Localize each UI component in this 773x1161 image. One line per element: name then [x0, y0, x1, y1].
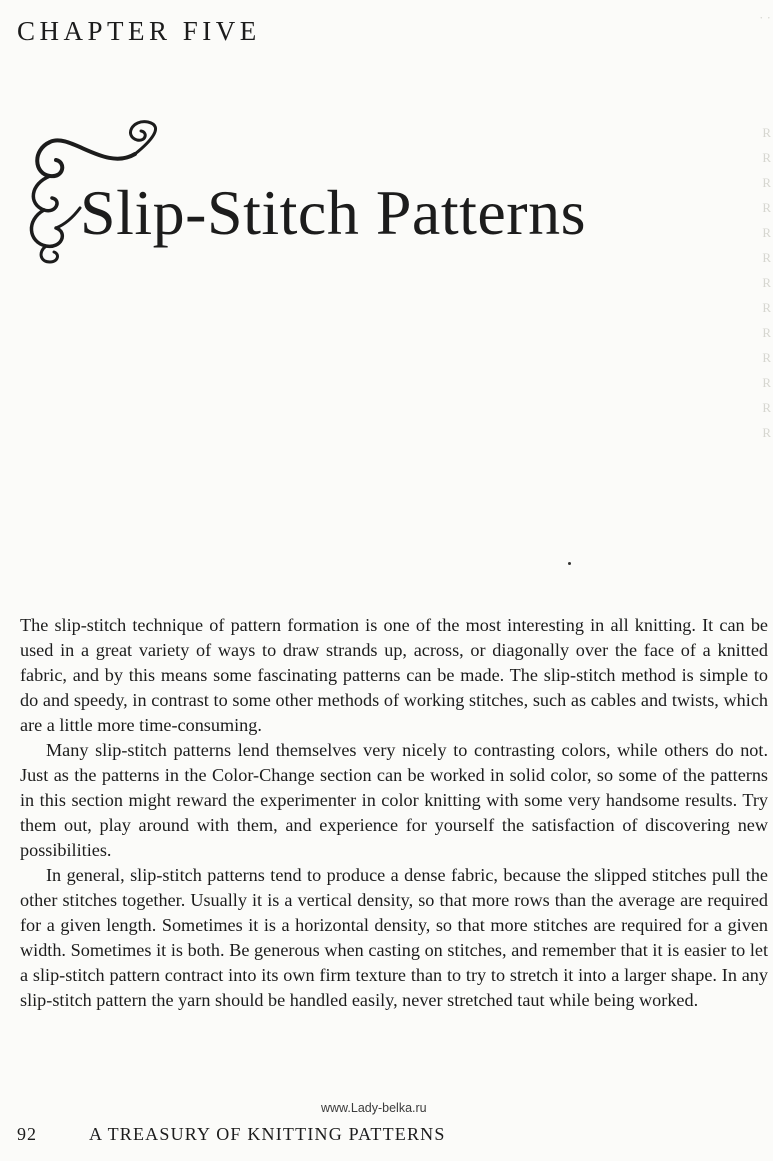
page-number: 92	[17, 1124, 37, 1144]
print-speck	[568, 562, 571, 565]
paragraph-2: Many slip-stitch patterns lend themselves very nicely to contrasting colors, while others do not. Just as the patterns in the Color-Change section can be worked in solid color, so some of the patterns in this section might reward the experimenter in color knitting with some very handsome results. Try them out, play around with them, and experience for yourself the satisfaction of discovering new possibilities.	[20, 740, 768, 860]
watermark-link[interactable]: www.Lady-belka.ru	[321, 1101, 427, 1115]
facing-page-bleed: · · R R R R R R R R R R R R R	[759, 10, 771, 440]
paragraph-1: The slip-stitch technique of pattern formation is one of the most interesting in all knitting. It can be used in a great variety of ways to draw strands up, across, or diagonally over the face of a knitted fabric, and by this means some fascinating patterns can be made. The slip-stitch method is simple to do and speedy, in contrast to some other methods of working stitches, such as cables and twists, which are a little more time-consuming.	[20, 615, 768, 735]
body-text	[20, 613, 768, 1013]
chapter-label: CHAPTER FIVE	[17, 16, 261, 46]
paragraph-3: In general, slip-stitch patterns tend to produce a dense fabric, because the slipped stitches pull the other stitches together. Usually it is a vertical density, so that more rows than the average are required for a given length. Sometimes it is a horizontal density, so that more stitches are required for a given width. Sometimes it is both. Be generous when casting on stitches, and remember that it is easier to let a slip-stitch pattern contract into its own firm texture than to try to stretch it into a larger shape. In any slip-stitch pattern the yarn should be handled easily, never stretched taut while being worked.	[20, 865, 768, 1010]
running-title: A TREASURY OF KNITTING PATTERNS	[89, 1124, 446, 1144]
chapter-title: Slip-Stitch Patterns	[80, 177, 586, 248]
